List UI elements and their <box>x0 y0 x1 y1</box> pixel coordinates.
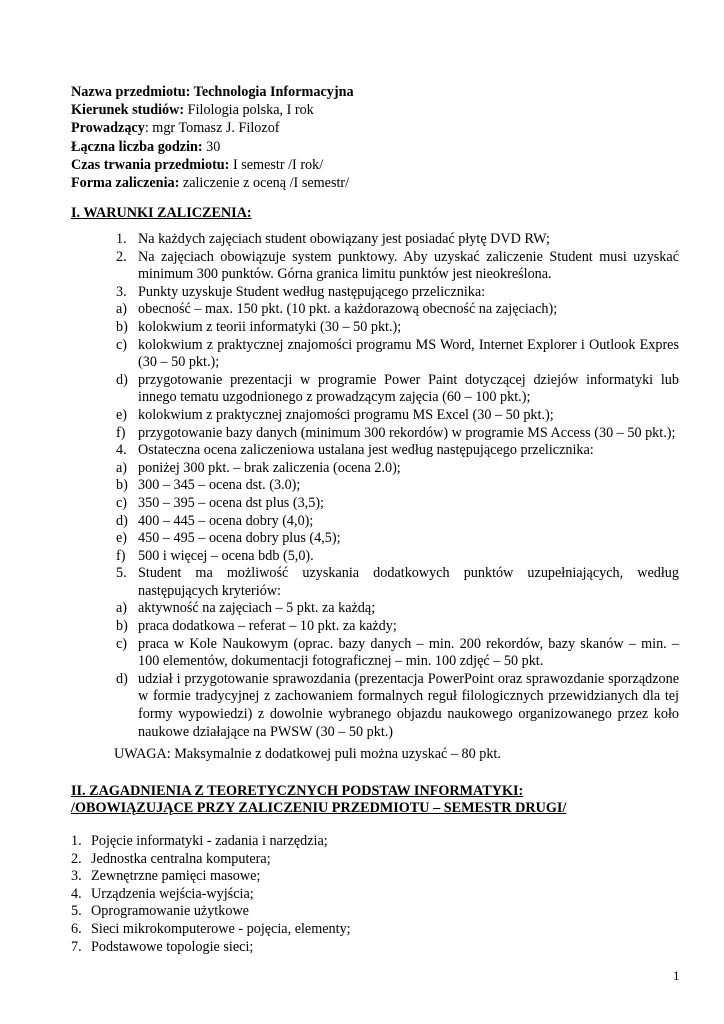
list-marker: c) <box>116 635 128 652</box>
list-item <box>71 513 679 531</box>
list-item-text: 300 – 345 – ocena dst. (3.0); <box>138 477 301 494</box>
topic-item <box>71 833 679 851</box>
list-item-text: przygotowanie prezentacji w programie Power Paint dotyczącej dziejów informatyki lub innego tematu uzgodnionego z prowadzącym zajęcia (60 – 100 pkt.); <box>138 371 679 406</box>
page-number: 1 <box>673 968 680 983</box>
list-marker: 5. <box>71 903 82 920</box>
list-marker: a) <box>116 600 128 617</box>
list-item <box>71 284 679 302</box>
list-item-text: przygotowanie bazy danych (minimum 300 rekordów) w programie MS Access (30 – 50 pkt.); <box>138 424 676 441</box>
list-marker: f) <box>116 547 126 564</box>
list-marker: 1. <box>116 231 127 247</box>
list-item <box>71 530 679 548</box>
list-item <box>71 600 679 618</box>
list-item-text: poniżej 300 pkt. – brak zaliczenia (ocena 2.0); <box>138 459 401 476</box>
list-item <box>71 249 679 284</box>
list-item <box>71 636 679 671</box>
topic-item-text: Jednostka centralna komputera; <box>91 850 271 867</box>
list-marker: 2. <box>116 248 127 265</box>
list-marker: b) <box>116 318 128 335</box>
list-item-text: kolokwium z teorii informatyki (30 – 50 pkt.); <box>138 318 402 335</box>
list-marker: c) <box>116 494 128 511</box>
list-marker: 1. <box>71 833 82 849</box>
assessment-form-line: Forma zaliczenia: zaliczenie z oceną /I semestr/ <box>71 174 350 191</box>
list-marker: f) <box>116 424 126 441</box>
list-marker: b) <box>116 477 128 494</box>
list-item-text: 400 – 445 – ocena dobry (4,0); <box>138 512 314 529</box>
subject-line: Nazwa przedmiotu: Technologia Informacyjna <box>71 84 354 100</box>
topic-item-text: Sieci mikrokomputerowe - pojęcia, elementy; <box>91 920 351 937</box>
list-item <box>71 495 679 513</box>
topic-item-text: Pojęcie informatyki - zadania i narzędzia; <box>91 833 328 849</box>
section1-heading: I. WARUNKI ZALICZENIA: <box>71 205 252 221</box>
list-marker: e) <box>116 530 128 547</box>
list-item-text: 450 – 495 – ocena dobry plus (4,5); <box>138 530 341 547</box>
list-marker: 3. <box>71 868 82 885</box>
list-item <box>71 671 679 741</box>
list-marker: 2. <box>71 850 82 867</box>
duration-line: Czas trwania przedmiotu: I semestr /I rok/ <box>71 156 324 173</box>
list-item-text: kolokwium z praktycznej znajomości programu MS Excel (30 – 50 pkt.); <box>138 406 554 423</box>
hours-line: Łączna liczba godzin: 30 <box>71 138 221 155</box>
list-marker: 5. <box>116 565 127 582</box>
topic-item-text: Podstawowe topologie sieci; <box>91 938 254 955</box>
list-item <box>71 442 679 460</box>
list-item-text: Student ma możliwość uzyskania dodatkowych punktów uzupełniających, według następujących kryteriów: <box>138 565 679 599</box>
list-marker: a) <box>116 459 128 476</box>
list-item <box>71 618 679 636</box>
list-item-text: 350 – 395 – ocena dst plus (3,5); <box>138 494 324 511</box>
list-marker: d) <box>116 371 128 388</box>
list-marker: a) <box>116 301 128 318</box>
note-text: UWAGA: Maksymalnie z dodatkowej puli można uzyskać – 80 pkt. <box>114 746 501 762</box>
field-of-study-line: Kierunek studiów: Filologia polska, I rok <box>71 102 314 119</box>
list-item-text: Ostateczna ocena zaliczeniowa ustalana jest według następującego przelicznika: <box>138 442 594 459</box>
topic-item <box>71 939 679 957</box>
list-item <box>71 477 679 495</box>
list-item-text: praca w Kole Naukowym (oprac. bazy danych – min. 200 rekordów, bazy skanów – min. – 100 elementów, dokumentacji fotograficznej – min. 100 zdjęć – 50 pkt. <box>138 635 679 670</box>
course-header <box>71 84 354 193</box>
topics-list <box>71 833 679 956</box>
conditions-list <box>71 231 679 741</box>
topic-item <box>71 886 679 904</box>
list-item <box>71 565 679 600</box>
list-item <box>71 301 679 319</box>
list-marker: 4. <box>116 442 127 459</box>
list-item <box>71 337 679 372</box>
list-item-text: udział i przygotowanie sprawozdania (prezentacja PowerPoint oraz sprawozdanie sporządzone w formie tradycyjnej z zachowaniem formalnych reguł filologicznych przewidzianych dla tej formy wypowiedzi) z dowolnie wybranego objazdu naukowego organizowanego przez koło naukowe działające na PWSW (30 – 50 pkt.) <box>138 670 679 740</box>
list-item-text: Punkty uzyskuje Student według następującego przelicznika: <box>138 283 486 300</box>
list-item <box>71 231 679 249</box>
list-marker: d) <box>116 670 128 687</box>
topic-item <box>71 868 679 886</box>
list-item <box>71 319 679 337</box>
list-item <box>71 425 679 443</box>
lecturer-line: Prowadzący: mgr Tomasz J. Filozof <box>71 120 280 137</box>
list-marker: 4. <box>71 885 82 902</box>
list-item-text: obecność – max. 150 pkt. (10 pkt. a każdorazową obecność na zajęciach); <box>138 301 558 318</box>
topic-item-text: Oprogramowanie użytkowe <box>91 903 249 920</box>
topic-item <box>71 903 679 921</box>
section2-heading-line2: /OBOWIĄZUJĄCE PRZY ZALICZENIU PRZEDMIOTU – SEMESTR DRUGI/ <box>71 800 567 816</box>
list-marker: e) <box>116 406 128 423</box>
list-marker: 6. <box>71 920 82 937</box>
list-marker: 3. <box>116 283 127 300</box>
list-item-text: Na zajęciach obowiązuje system punktowy. Aby uzyskać zaliczenie Student musi uzyskać minimum 300 punktów. Górna granica limitu punktów jest nieokreślona. <box>138 248 679 283</box>
list-marker: b) <box>116 618 128 635</box>
list-marker: 7. <box>71 938 82 955</box>
topic-item-text: Urządzenia wejścia-wyjścia; <box>91 885 254 902</box>
list-item-text: kolokwium z praktycznej znajomości programu MS Word, Internet Explorer i Outlook Expres (30 – 50 pkt.); <box>138 336 679 371</box>
list-marker: d) <box>116 512 128 529</box>
list-marker: c) <box>116 336 128 353</box>
list-item <box>71 407 679 425</box>
list-item-text: Na każdych zajęciach student obowiązany jest posiadać płytę DVD RW; <box>138 231 550 247</box>
list-item <box>71 548 679 566</box>
list-item <box>71 460 679 478</box>
topic-item-text: Zewnętrzne pamięci masowe; <box>91 868 261 885</box>
topic-item <box>71 851 679 869</box>
list-item-text: 500 i więcej – ocena bdb (5,0). <box>138 547 314 564</box>
section2-heading-line1: II. ZAGADNIENIA Z TEORETYCZNYCH PODSTAW INFORMATYKI: <box>71 783 524 799</box>
topic-item <box>71 921 679 939</box>
list-item-text: praca dodatkowa – referat – 10 pkt. za każdy; <box>138 618 397 635</box>
list-item-text: aktywność na zajęciach – 5 pkt. za każdą; <box>138 600 376 617</box>
list-item <box>71 372 679 407</box>
